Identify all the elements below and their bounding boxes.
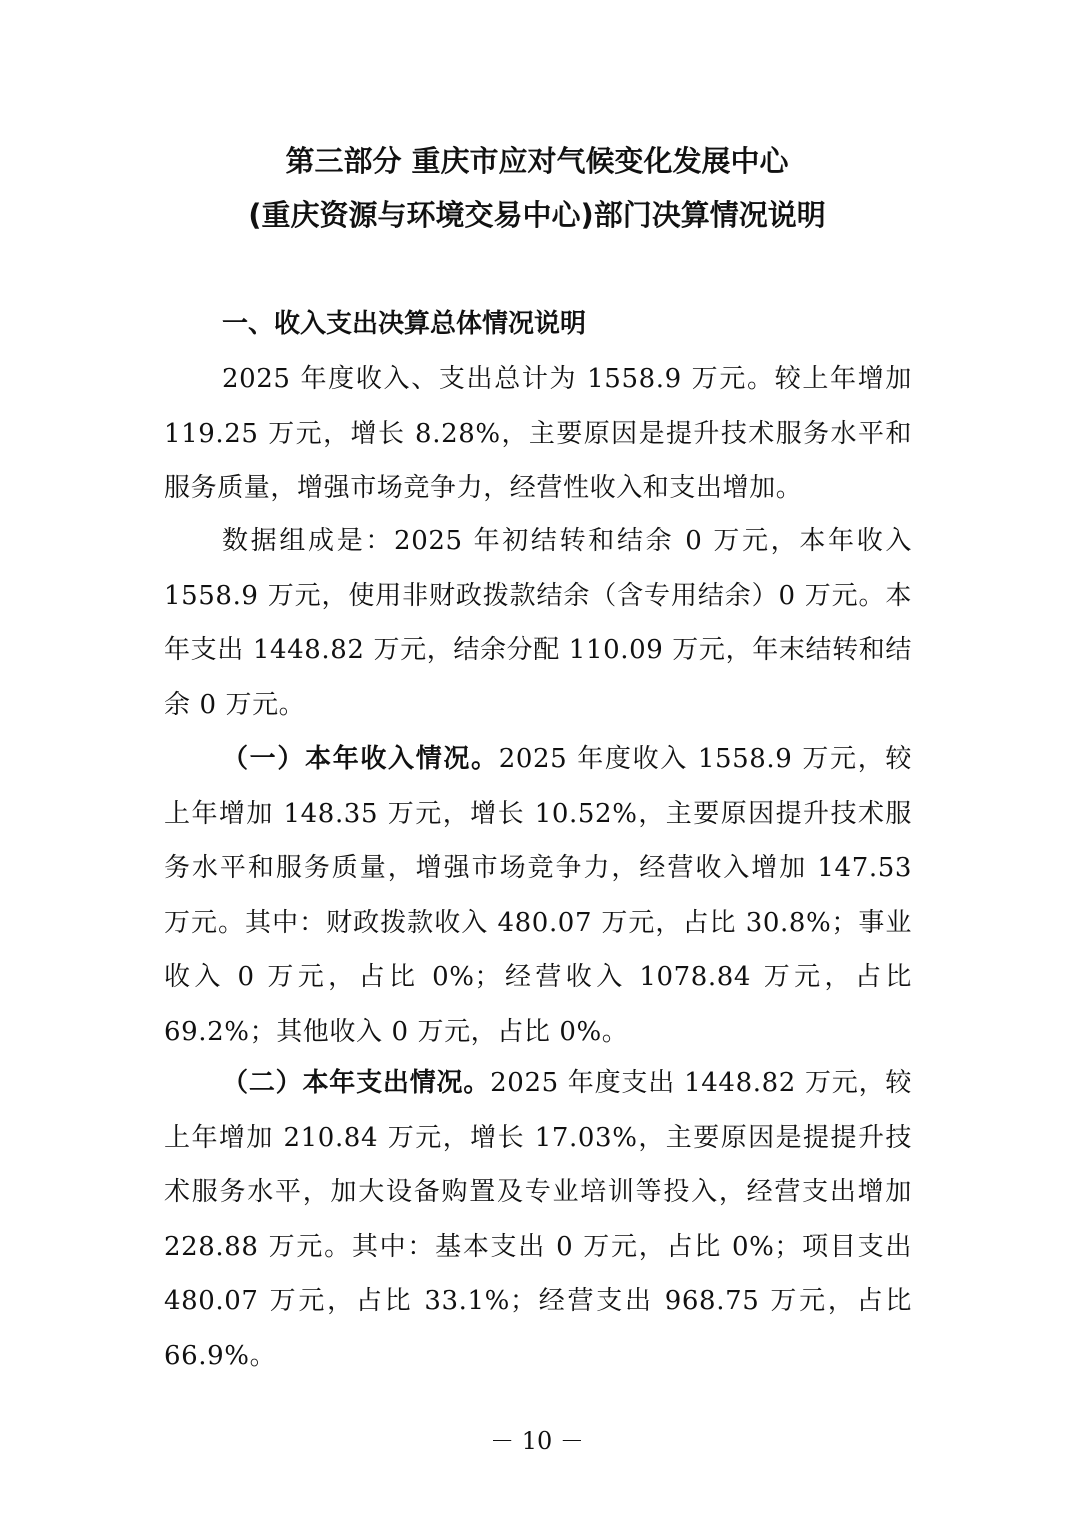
expense-paragraph [164, 1056, 912, 1383]
document-title-line-1: 第三部分 重庆市应对气候变化发展中心 [285, 144, 789, 178]
page-number: － 10 － [490, 1427, 584, 1455]
income-body: 2025 年度收入 1558.9 万元，较上年增加 148.35 万元，增长 10.52%，主要原因提升技术服务水平和服务质量，增强市场竞争力，经营收入增加 147.53 万元。其中：财政拨款收入 480.07 万元，占比 30.8%；事业收入 0 万元，占比 0%；经营收入 1078.84 万元，占比 69.2%；其他收入 0 万元，占比 0%。 [164, 744, 912, 1047]
income-subheading: （一）本年收入情况。 [222, 744, 499, 774]
section-heading: 一、收入支出决算总体情况说明 [222, 309, 587, 339]
overview-paragraph: 2025 年度收入、支出总计为 1558.9 万元。较上年增加 119.25 万元，增长 8.28%，主要原因是提升技术服务水平和服务质量，增强市场竞争力，经营性收入和支出增加。 [164, 364, 912, 503]
composition-paragraph: 数据组成是：2025 年初结转和结余 0 万元，本年收入 1558.9 万元，使用非财政拨款结余（含专用结余）0 万元。本年支出 1448.82 万元，结余分配 110.09 万元，年末结转和结余 0 万元。 [164, 526, 912, 720]
document-title-line-2: (重庆资源与环境交易中心)部门决算情况说明 [248, 198, 826, 232]
expense-subheading: （二）本年支出情况。 [222, 1068, 491, 1098]
expense-body: 2025 年度支出 1448.82 万元，较上年增加 210.84 万元，增长 17.03%，主要原因是提提升技术服务水平，加大设备购置及专业培训等投入，经营支出增加 228.88 万元。其中：基本支出 0 万元，占比 0%；项目支出 480.07 万元，占比 33.1%；经营支出 968.75 万元，占比 66.9%。 [164, 1068, 912, 1371]
income-paragraph [164, 732, 912, 1059]
